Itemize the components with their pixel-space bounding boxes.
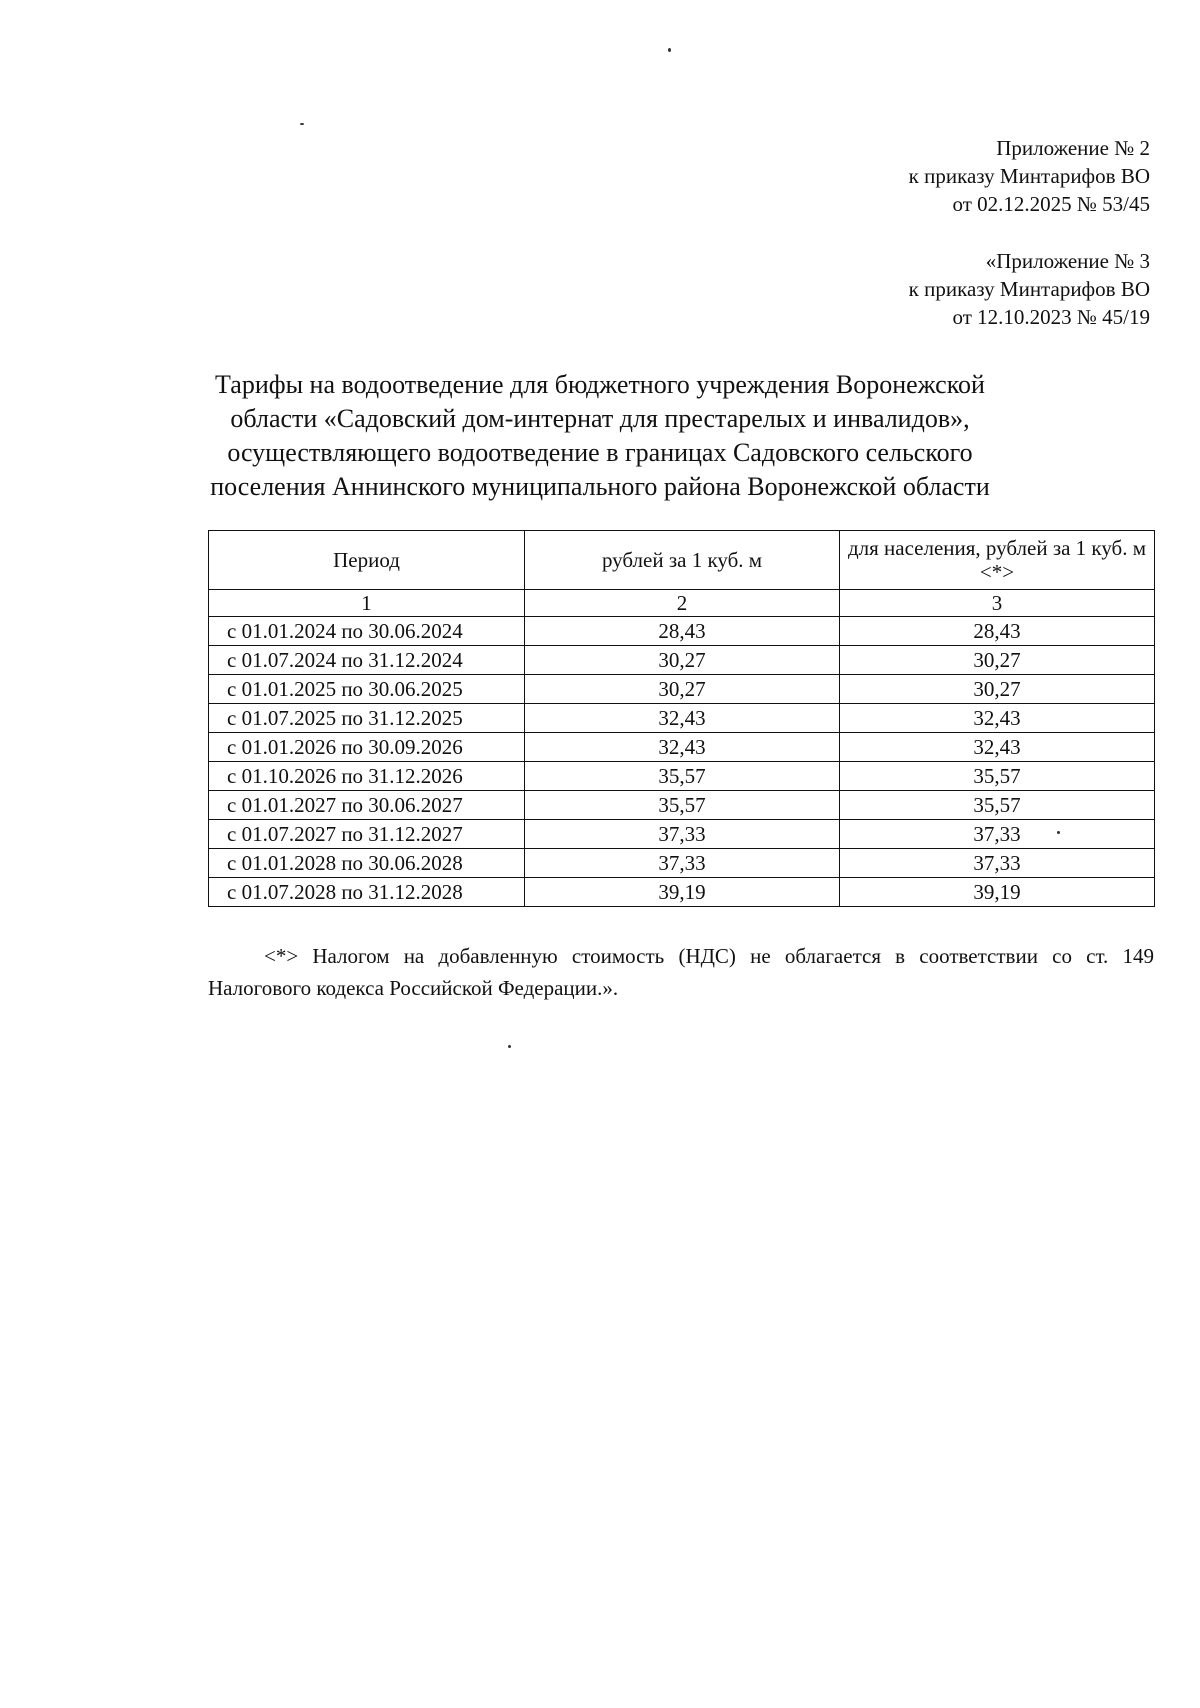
- table-row: [209, 704, 1155, 733]
- period-cell: с 01.07.2024 по 31.12.2024: [209, 646, 525, 675]
- period-cell: с 01.07.2025 по 31.12.2025: [209, 704, 525, 733]
- appendix-order-date: от 02.12.2025 № 53/45: [952, 192, 1150, 216]
- period-cell: с 01.07.2028 по 31.12.2028: [209, 878, 525, 907]
- scan-speck: [668, 48, 671, 52]
- population-rate-cell: 35,57: [840, 791, 1155, 820]
- population-rate-cell: 32,43: [840, 704, 1155, 733]
- title-line: поселения Аннинского муниципального района Воронежской области: [210, 472, 990, 501]
- population-rate-cell: 39,19: [840, 878, 1155, 907]
- period-cell: с 01.01.2024 по 30.06.2024: [209, 617, 525, 646]
- column-number: 1: [209, 590, 525, 617]
- rate-cell: 32,43: [525, 733, 840, 762]
- period-cell: с 01.01.2028 по 30.06.2028: [209, 849, 525, 878]
- period-cell: с 01.01.2027 по 30.06.2027: [209, 791, 525, 820]
- scan-speck: [508, 1045, 511, 1048]
- population-rate-cell: 32,43: [840, 733, 1155, 762]
- rate-cell: 39,19: [525, 878, 840, 907]
- column-number: 2: [525, 590, 840, 617]
- population-rate-cell: 30,27: [840, 646, 1155, 675]
- rate-cell: 28,43: [525, 617, 840, 646]
- tariff-table: [208, 530, 1155, 907]
- appendix-number: «Приложение № 3: [985, 249, 1150, 273]
- table-row: [209, 820, 1155, 849]
- table-row: [209, 733, 1155, 762]
- scan-speck: [1057, 831, 1060, 834]
- table-row: [209, 617, 1155, 646]
- rate-cell: 32,43: [525, 704, 840, 733]
- document-title: [190, 368, 1010, 504]
- rate-cell: 35,57: [525, 791, 840, 820]
- population-rate-cell: 35,57: [840, 762, 1155, 791]
- table-row: [209, 675, 1155, 704]
- appendix-order-date: от 12.10.2023 № 45/19: [952, 305, 1150, 329]
- period-cell: с 01.07.2027 по 31.12.2027: [209, 820, 525, 849]
- rate-cell: 37,33: [525, 820, 840, 849]
- rate-cell: 35,57: [525, 762, 840, 791]
- column-number: 3: [840, 590, 1155, 617]
- appendix-number: Приложение № 2: [996, 136, 1150, 160]
- appendix-reference-current: [909, 134, 1150, 218]
- column-number-row: [209, 590, 1155, 617]
- rate-cell: 30,27: [525, 675, 840, 704]
- period-cell: с 01.10.2026 по 31.12.2026: [209, 762, 525, 791]
- period-cell: с 01.01.2025 по 30.06.2025: [209, 675, 525, 704]
- population-rate-cell: 37,33: [840, 820, 1155, 849]
- table-row: [209, 762, 1155, 791]
- table-row: [209, 878, 1155, 907]
- population-rate-cell: 30,27: [840, 675, 1155, 704]
- title-line: области «Садовский дом-интернат для престарелых и инвалидов»,: [230, 404, 970, 433]
- rate-cell: 30,27: [525, 646, 840, 675]
- table-row: [209, 849, 1155, 878]
- appendix-reference-amended: [909, 247, 1150, 331]
- rate-cell: 37,33: [525, 849, 840, 878]
- table-row: [209, 646, 1155, 675]
- appendix-order-ref: к приказу Минтарифов ВО: [908, 164, 1150, 188]
- table-header-row: [209, 531, 1155, 590]
- scan-speck: [300, 123, 304, 125]
- header-period: Период: [209, 531, 525, 590]
- footnote: <*> Налогом на добавленную стоимость (НДС) не облагается в соответствии со ст. 149 Налогового кодекса Российской Федерации.».: [208, 944, 1154, 1000]
- population-rate-cell: 28,43: [840, 617, 1155, 646]
- table-row: [209, 791, 1155, 820]
- header-population-rate: для населения, рублей за 1 куб. м <*>: [840, 531, 1155, 590]
- population-rate-cell: 37,33: [840, 849, 1155, 878]
- title-line: Тарифы на водоотведение для бюджетного учреждения Воронежской: [215, 370, 985, 399]
- header-rate: рублей за 1 куб. м: [525, 531, 840, 590]
- title-line: осуществляющего водоотведение в границах Садовского сельского: [227, 438, 973, 467]
- appendix-order-ref: к приказу Минтарифов ВО: [908, 277, 1150, 301]
- period-cell: с 01.01.2026 по 30.09.2026: [209, 733, 525, 762]
